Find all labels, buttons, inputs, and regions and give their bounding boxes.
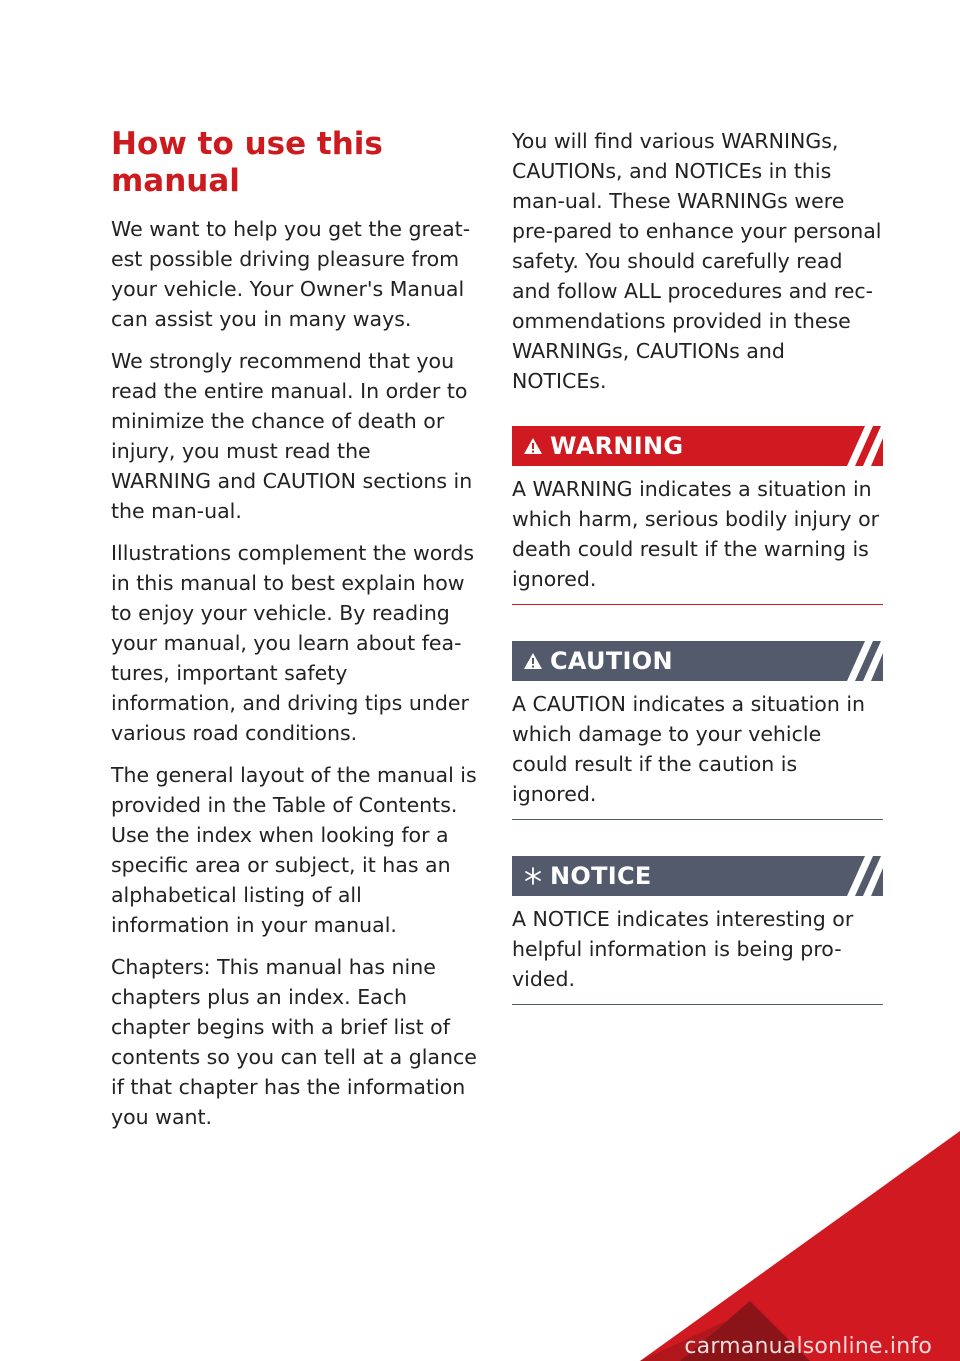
left-column: [111, 126, 477, 1144]
caution-label: CAUTION: [550, 647, 673, 675]
notice-label: NOTICE: [550, 862, 652, 890]
caution-box: [512, 641, 883, 820]
right-column: [512, 126, 883, 1041]
page-title: How to use this manual: [111, 126, 383, 200]
intro-paragraph: You will find various WARNINGs, CAUTIONs, and NOTICEs in this man-ual. These WARNINGs were pre-pared to enhance your personal safety. You should carefully read and follow ALL procedures and rec-ommendations provided in these WARNINGs, CAUTIONs and NOTICEs.: [512, 129, 882, 393]
notice-text: A NOTICE indicates interesting or helpful information is being pro-vided.: [512, 907, 854, 991]
notice-header: [512, 856, 883, 896]
notice-box: [512, 856, 883, 1005]
corner-decoration: [640, 1131, 960, 1361]
body-paragraph: We strongly recommend that you read the entire manual. In order to minimize the chance of death or injury, you must read the WARNING and CAUTION sections in the man-ual.: [111, 349, 473, 524]
warning-label: WARNING: [550, 432, 684, 460]
watermark: carmanualsonline.info: [684, 1334, 932, 1359]
warning-triangle-icon: [522, 650, 544, 672]
asterisk-icon: [522, 865, 544, 887]
body-paragraph: The general layout of the manual is provided in the Table of Contents. Use the index when looking for a specific area or subject, it has an alphabetical listing of all information in your manual.: [111, 763, 477, 938]
stripes-decoration: [821, 641, 883, 681]
warning-divider: [512, 604, 883, 605]
warning-triangle-icon: [522, 435, 544, 457]
warning-box: [512, 426, 883, 605]
body-paragraph: Illustrations complement the words in this manual to best explain how to enjoy your vehicle. By reading your manual, you learn about fea-tures, important safety information, and driving tips under various road conditions.: [111, 541, 475, 746]
stripes-decoration: [821, 426, 883, 466]
warning-header: [512, 426, 883, 466]
caution-text: A CAUTION indicates a situation in which damage to your vehicle could result if the caution is ignored.: [512, 692, 866, 806]
body-paragraph: We want to help you get the great-est possible driving pleasure from your vehicle. Your Owner's Manual can assist you in many ways.: [111, 217, 471, 332]
notice-divider: [512, 1004, 883, 1005]
warning-text: A WARNING indicates a situation in which harm, serious bodily injury or death could result if the warning is ignored.: [512, 477, 880, 591]
body-paragraph: Chapters: This manual has nine chapters plus an index. Each chapter begins with a brief list of contents so you can tell at a glance if that chapter has the information you want.: [111, 955, 477, 1130]
caution-header: [512, 641, 883, 681]
caution-divider: [512, 819, 883, 820]
stripes-decoration: [821, 856, 883, 896]
